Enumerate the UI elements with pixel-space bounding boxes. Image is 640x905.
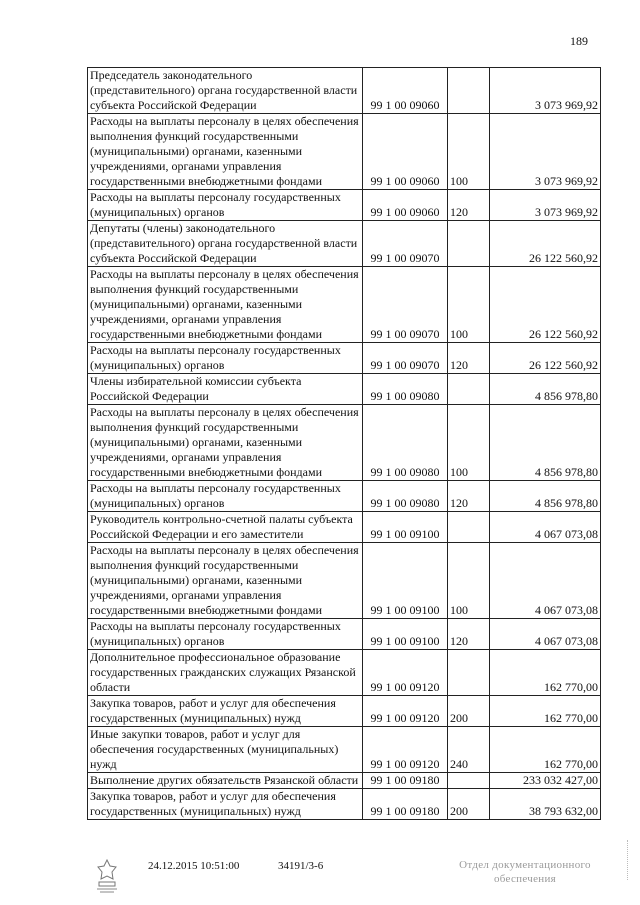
row-name: Дополнительное профессиональное образование государственных гражданских служащих Рязанской области	[88, 650, 363, 696]
row-name: Расходы на выплаты персоналу государственных (муниципальных) органов	[88, 343, 363, 374]
row-code: 99 1 00 09060	[363, 114, 448, 190]
row-name: Расходы на выплаты персоналу в целях обеспечения выполнения функций государственными (муниципальными) органами, казенными учреждениями, органами управления государственными внебюджетными фондами	[88, 543, 363, 619]
table-row	[88, 343, 601, 374]
row-expense-type	[448, 68, 490, 114]
row-amount: 3 073 969,92	[490, 190, 601, 221]
row-name: Выполнение других обязательств Рязанской области	[88, 773, 363, 789]
row-code: 99 1 00 09080	[363, 374, 448, 405]
row-code: 99 1 00 09100	[363, 512, 448, 543]
row-expense-type: 100	[448, 267, 490, 343]
row-name: Закупка товаров, работ и услуг для обеспечения государственных (муниципальных) нужд	[88, 696, 363, 727]
row-code: 99 1 00 09070	[363, 267, 448, 343]
table-row	[88, 405, 601, 481]
table-row	[88, 619, 601, 650]
emblem-icon	[92, 858, 122, 894]
row-amount: 3 073 969,92	[490, 68, 601, 114]
row-name: Расходы на выплаты персоналу в целях обеспечения выполнения функций государственными (муниципальными) органами, казенными учреждениями, органами управления государственными внебюджетными фондами	[88, 114, 363, 190]
row-expense-type	[448, 374, 490, 405]
row-code: 99 1 00 09100	[363, 619, 448, 650]
row-expense-type: 120	[448, 481, 490, 512]
row-name: Расходы на выплаты персоналу государственных (муниципальных) органов	[88, 481, 363, 512]
row-expense-type: 100	[448, 114, 490, 190]
row-amount: 4 856 978,80	[490, 481, 601, 512]
page-number: 189	[570, 34, 588, 48]
row-amount: 162 770,00	[490, 650, 601, 696]
table-row	[88, 773, 601, 789]
table-row	[88, 481, 601, 512]
row-amount: 26 122 560,92	[490, 267, 601, 343]
row-name: Председатель законодательного (представительного) органа государственной власти субъекта Российской Федерации	[88, 68, 363, 114]
table-row	[88, 114, 601, 190]
row-code: 99 1 00 09060	[363, 190, 448, 221]
table-row	[88, 789, 601, 820]
row-expense-type: 200	[448, 696, 490, 727]
table-row	[88, 190, 601, 221]
row-code: 99 1 00 09180	[363, 773, 448, 789]
row-expense-type	[448, 650, 490, 696]
table-row	[88, 727, 601, 773]
row-code: 99 1 00 09120	[363, 696, 448, 727]
row-expense-type: 240	[448, 727, 490, 773]
stamp-line-1: Отдел документационного	[459, 859, 591, 871]
row-expense-type: 100	[448, 405, 490, 481]
row-expense-type	[448, 221, 490, 267]
row-name: Депутаты (члены) законодательного (представительного) органа государственной власти субъекта Российской Федерации	[88, 221, 363, 267]
table-row	[88, 512, 601, 543]
row-expense-type: 100	[448, 543, 490, 619]
table-row	[88, 221, 601, 267]
row-amount: 38 793 632,00	[490, 789, 601, 820]
page-footer	[0, 858, 640, 898]
row-amount: 4 067 073,08	[490, 512, 601, 543]
table-row	[88, 374, 601, 405]
row-expense-type: 200	[448, 789, 490, 820]
table-row	[88, 696, 601, 727]
row-amount: 3 073 969,92	[490, 114, 601, 190]
row-amount: 233 032 427,00	[490, 773, 601, 789]
row-expense-type	[448, 512, 490, 543]
footer-datetime: 24.12.2015 10:51:00	[148, 860, 240, 872]
row-expense-type: 120	[448, 190, 490, 221]
row-name: Расходы на выплаты персоналу в целях обеспечения выполнения функций государственными (муниципальными) органами, казенными учреждениями, органами управления государственными внебюджетными фондами	[88, 405, 363, 481]
row-amount: 4 067 073,08	[490, 543, 601, 619]
row-code: 99 1 00 09120	[363, 650, 448, 696]
row-name: Закупка товаров, работ и услуг для обеспечения государственных (муниципальных) нужд	[88, 789, 363, 820]
row-name: Расходы на выплаты персоналу государственных (муниципальных) органов	[88, 619, 363, 650]
row-name: Руководитель контрольно-счетной палаты субъекта Российской Федерации и его заместители	[88, 512, 363, 543]
row-code: 99 1 00 09070	[363, 343, 448, 374]
row-code: 99 1 00 09060	[363, 68, 448, 114]
row-name: Иные закупки товаров, работ и услуг для обеспечения государственных (муниципальных) нужд	[88, 727, 363, 773]
row-amount: 26 122 560,92	[490, 343, 601, 374]
department-stamp	[440, 858, 610, 886]
table-row	[88, 68, 601, 114]
stamp-line-2: обеспечения	[493, 873, 557, 885]
row-code: 99 1 00 09070	[363, 221, 448, 267]
row-expense-type	[448, 773, 490, 789]
table-row	[88, 267, 601, 343]
row-code: 99 1 00 09080	[363, 481, 448, 512]
row-name: Члены избирательной комиссии субъекта Российской Федерации	[88, 374, 363, 405]
row-name: Расходы на выплаты персоналу в целях обеспечения выполнения функций государственными (муниципальными) органами, казенными учреждениями, органами управления государственными внебюджетными фондами	[88, 267, 363, 343]
row-amount: 162 770,00	[490, 696, 601, 727]
row-name: Расходы на выплаты персоналу государственных (муниципальных) органов	[88, 190, 363, 221]
row-code: 99 1 00 09080	[363, 405, 448, 481]
budget-table-body	[88, 68, 601, 820]
edge-mark	[627, 840, 632, 880]
row-amount: 4 067 073,08	[490, 619, 601, 650]
table-row	[88, 650, 601, 696]
row-code: 99 1 00 09180	[363, 789, 448, 820]
row-expense-type: 120	[448, 619, 490, 650]
row-amount: 162 770,00	[490, 727, 601, 773]
row-expense-type: 120	[448, 343, 490, 374]
footer-doc-number: 34191/3-6	[278, 860, 324, 872]
budget-table	[87, 67, 601, 820]
row-code: 99 1 00 09100	[363, 543, 448, 619]
row-amount: 4 856 978,80	[490, 374, 601, 405]
row-amount: 26 122 560,92	[490, 221, 601, 267]
row-amount: 4 856 978,80	[490, 405, 601, 481]
table-row	[88, 543, 601, 619]
row-code: 99 1 00 09120	[363, 727, 448, 773]
